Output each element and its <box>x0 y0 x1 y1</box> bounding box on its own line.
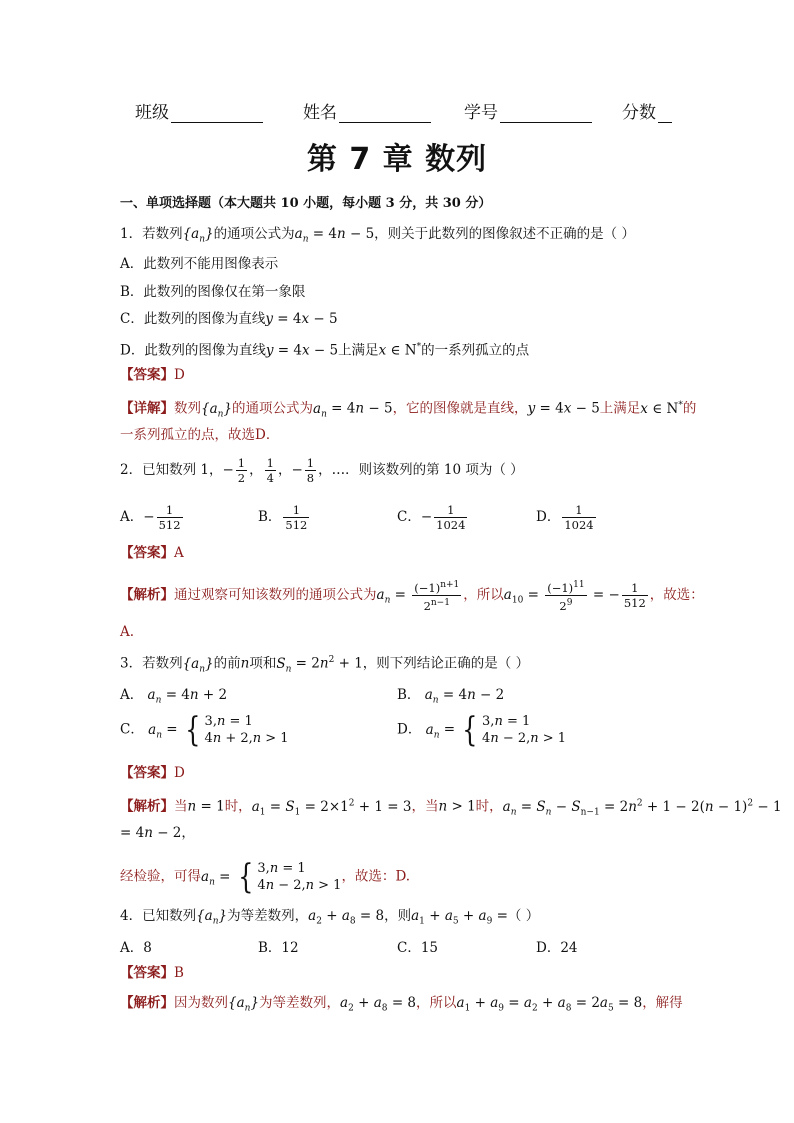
question-2-option-b[interactable]: B． $\frac{1}{512}$ <box>258 503 308 532</box>
question-4-option-a[interactable]: A．8 <box>120 940 152 956</box>
question-1-detail-cont: 一系列孤立的点，故选D． <box>120 427 280 443</box>
question-1-option-a[interactable]: A．此数列不能用图像表示 <box>120 256 279 272</box>
name-field <box>303 98 431 123</box>
question-4-option-c[interactable]: C．15 <box>397 940 439 956</box>
question-2-stem: 2．已知数列 1，− $\frac{1}{2}$ ， $\frac{1}{4}$ ，− $\frac{1}{8}$ ，…．则该数列的第 10 项为（ ） <box>120 456 524 485</box>
question-3-option-d[interactable]: D． $a_n$ = { 3,n = 1 4n − 2,n > 1 <box>397 710 567 750</box>
question-1-option-b[interactable]: B．此数列的图像仅在第一象限 <box>120 284 306 300</box>
question-2-option-c[interactable]: C．− $\frac{1}{1024}$ <box>397 503 466 532</box>
question-3-analysis-cont: = 4n − 2， <box>120 825 195 841</box>
class-label: 班级 <box>135 103 169 123</box>
question-4-stem: 4．已知数列$\{a_n\}$为等差数列，$a_2 + a_8 = 8$，则$a_1 + a_5 + a_9$ =（ ） <box>120 908 540 927</box>
score-field <box>622 98 672 123</box>
score-blank[interactable] <box>658 104 672 123</box>
question-1-option-c[interactable]: C．此数列的图像为直线y = 4x − 5 <box>120 311 338 327</box>
question-1-option-d[interactable]: D．此数列的图像为直线y = 4x − 5上满足x ∈ N*的一系列孤立的点 <box>120 342 530 359</box>
question-4-analysis: 【解析】因为数列$\{a_n\}$为等差数列，$a_2 + a_8 = 8$，所以$a_1 + a_9 = a_2 + a_8 = 2a_5 = 8$，解得 <box>120 995 683 1014</box>
name-blank[interactable] <box>339 104 431 123</box>
score-label: 分数 <box>622 103 656 123</box>
question-3-option-b[interactable]: B． $a_n = 4n - 2$ <box>397 687 505 706</box>
question-2-answer: 【答案】A <box>120 545 184 561</box>
question-4-option-d[interactable]: D．24 <box>536 940 578 956</box>
question-1-stem: 1．若数列$\{a_n\}$的通项公式为$a_n = 4n - 5$，则关于此数列的图像叙述不正确的是（ ） <box>120 226 635 245</box>
class-blank[interactable] <box>171 104 263 123</box>
question-2-analysis-cont: A. <box>120 624 135 640</box>
question-1-detail: 【详解】数列$\{a_n\}$的通项公式为$a_n = 4n - 5$，它的图像就是直线，y = 4x − 5上满足x ∈ N*的 <box>120 400 697 420</box>
question-3-verify: 经检验，可得$a_n$ = { 3,n = 1 4n − 2,n > 1 ，故选：D. <box>120 857 411 897</box>
page-title: 第 7 章 数列 <box>306 142 488 177</box>
question-2-analysis: 【解析】通过观察可知该数列的通项公式为$a_n$ = $\frac{(-1)^{n+1}}{2^{n-1}}$ ，所以$a_{10}$ = $\frac{(-1)^{11}}{2^9}$ = − $\frac{1}{512}$ ，故选： <box>120 580 704 613</box>
question-3-option-c[interactable]: C． $a_n$ = { 3,n = 1 4n + 2,n > 1 <box>120 710 289 750</box>
id-blank[interactable] <box>500 104 592 123</box>
question-3-answer: 【答案】D <box>120 765 185 781</box>
class-field <box>135 98 263 123</box>
question-3-analysis: 【解析】当n = 1时，$a_1 = S_1 = 2\times 1^2 + 1 = 3$，当n > 1时，$a_n = S_n - S_{n-1} = 2n^2 + 1 - 2(n - 1)^2 - 1$ <box>120 798 782 818</box>
question-3-option-a[interactable]: A． $a_n = 4n + 2$ <box>120 687 228 706</box>
section-heading: 一、单项选择题（本大题共 10 小题，每小题 3 分，共 30 分） <box>120 196 492 211</box>
id-label: 学号 <box>464 103 498 123</box>
question-2-option-d[interactable]: D． $\frac{1}{1024}$ <box>536 503 594 532</box>
question-4-answer: 【答案】B <box>120 965 184 981</box>
question-1-answer: 【答案】D <box>120 367 185 383</box>
question-2-option-a[interactable]: A．− $\frac{1}{512}$ <box>120 503 181 532</box>
student-info-header <box>0 98 794 124</box>
question-3-stem: 3．若数列$\{a_n\}$的前n项和$S_n = 2n^2 + 1$，则下列结论正确的是（ ） <box>120 655 530 675</box>
id-field <box>464 98 592 123</box>
question-4-option-b[interactable]: B．12 <box>258 940 299 956</box>
name-label: 姓名 <box>303 103 337 123</box>
